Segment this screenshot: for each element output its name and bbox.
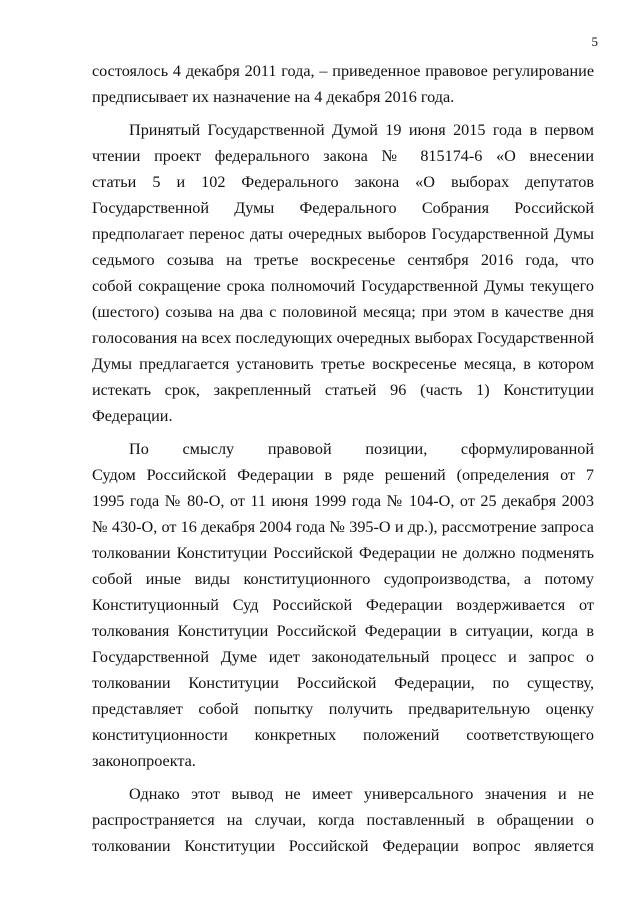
text-line: Государственной Думе идет законодательный процесс и запрос о: [92, 648, 594, 666]
text-line: По смыслу правовой позиции, сформулированной: [129, 440, 594, 458]
text-line: 1995 года № 80-О, от 11 июня 1999 года № 104-О, от 25 декабря 2003: [92, 492, 594, 510]
text-line: представляет собой попытку получить предварительную оценку: [92, 700, 594, 718]
text-line: толковании Конституции Российской Федерации вопрос является: [92, 837, 594, 855]
text-line: истекать срок, закрепленный статьей 96 (часть 1) Конституции: [92, 381, 594, 399]
text-line: конституционности конкретных положений соответствующего: [92, 726, 594, 744]
text-line: толкования Конституции Российской Федерации в ситуации, когда в: [92, 622, 594, 640]
text-line: Однако этот вывод не имеет универсального значения и не: [129, 785, 594, 803]
paragraph: [92, 117, 594, 429]
paragraph: [92, 58, 594, 110]
paragraph: [92, 781, 594, 859]
document-body: [92, 58, 594, 859]
text-line: Федерации.: [92, 407, 173, 425]
text-line: толковании Конституции Российской Федерации не должно подменять: [92, 544, 594, 562]
text-line: законопроекта.: [92, 752, 196, 770]
text-line: (шестого) созыва на два с половиной месяца; при этом в качестве дня: [92, 303, 594, 321]
text-line: седьмого созыва на третье воскресенье сентября 2016 года, что: [92, 251, 594, 269]
text-line: предполагает перенос даты очередных выборов Государственной Думы: [92, 225, 594, 243]
text-line: Принятый Государственной Думой 19 июня 2015 года в первом: [129, 121, 594, 139]
text-line: распространяется на случаи, когда поставленный в обращении о: [92, 811, 594, 829]
text-line: № 430-О, от 16 декабря 2004 года № 395-О и др.), рассмотрение запроса: [92, 518, 594, 536]
text-line: толковании Конституции Российской Федерации, по существу,: [92, 674, 594, 692]
text-line: Государственной Думы Федерального Собрания Российской: [92, 199, 594, 217]
text-line: собой сокращение срока полномочий Государственной Думы текущего: [92, 277, 594, 295]
text-line: Думы предлагается установить третье воскресенье месяца, в котором: [92, 355, 594, 373]
text-line: Конституционный Суд Российской Федерации воздерживается от: [92, 596, 594, 614]
text-line: голосования на всех последующих очередных выборах Государственной: [92, 329, 594, 347]
page-number: 5: [591, 34, 598, 49]
text-line: Судом Российской Федерации в ряде решений (определения от 7: [92, 466, 594, 484]
text-line: состоялось 4 декабря 2011 года, – приведенное правовое регулирование: [92, 62, 594, 80]
paragraph-gap: [92, 774, 594, 781]
paragraph-gap: [92, 429, 594, 436]
text-line: собой иные виды конституционного судопроизводства, а потому: [92, 570, 594, 588]
paragraph: [92, 436, 594, 774]
paragraph-gap: [92, 110, 594, 117]
text-line: предписывает их назначение на 4 декабря 2016 года.: [92, 88, 455, 106]
text-line: чтении проект федерального закона № 815174-6 «О внесении: [92, 147, 594, 165]
text-line: статьи 5 и 102 Федерального закона «О выборах депутатов: [92, 173, 594, 191]
